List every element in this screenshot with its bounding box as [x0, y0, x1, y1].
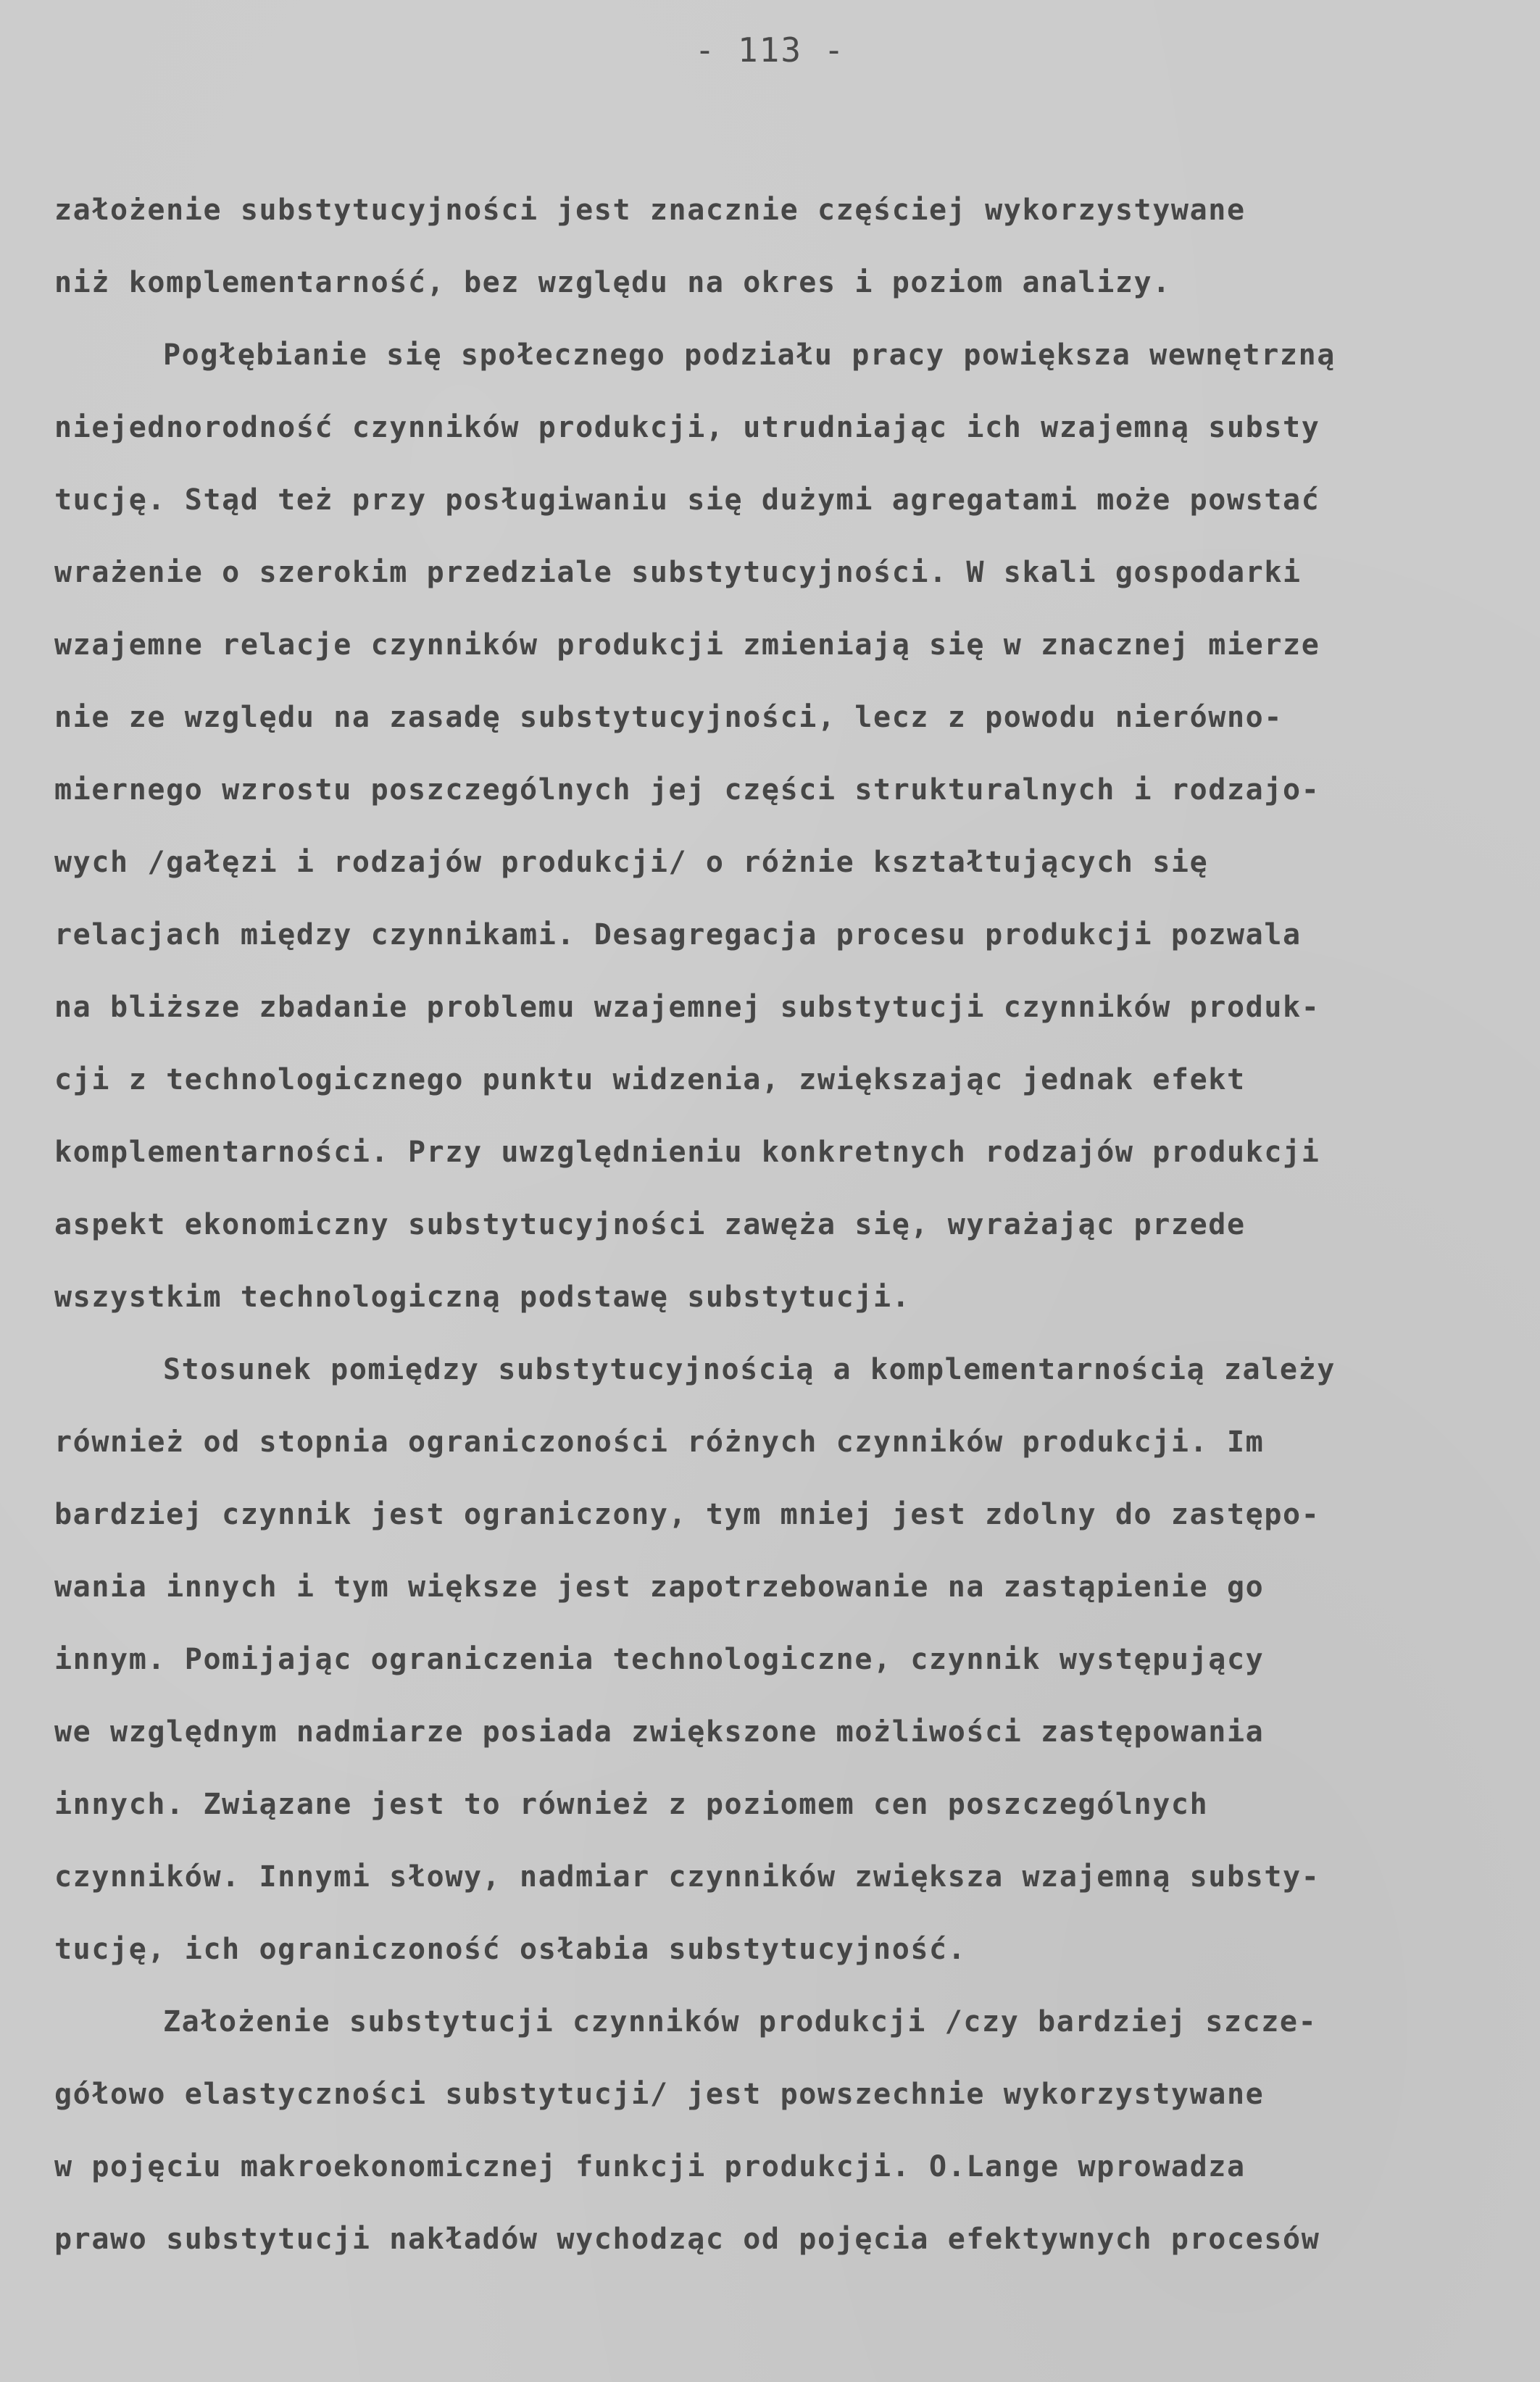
text-line: wrażenie o szerokim przedziale substytucyjności. W skali gospodarki	[54, 556, 1302, 589]
text-line: miernego wzrostu poszczególnych jej części strukturalnych i rodzajo-	[54, 773, 1320, 807]
text-line: Stosunek pomiędzy substytucyjnością a komplementarnością zależy	[163, 1353, 1336, 1386]
text-line: tucję, ich ograniczoność osłabia substytucyjność.	[54, 1933, 967, 1966]
text-line: Założenie substytucji czynników produkcji /czy bardziej szcze-	[163, 2005, 1318, 2039]
text-line: w pojęciu makroekonomicznej funkcji produkcji. O.Lange wprowadza	[54, 2150, 1246, 2183]
text-line: komplementarności. Przy uwzględnieniu konkretnych rodzajów produkcji	[54, 1136, 1320, 1169]
text-line: wych /gałęzi i rodzajów produkcji/ o różnie kształtujących się	[54, 846, 1209, 879]
page-number: - 113 -	[694, 30, 846, 70]
text-line: na bliższe zbadanie problemu wzajemnej substytucji czynników produk-	[54, 991, 1320, 1024]
text-line: prawo substytucji nakładów wychodząc od pojęcia efektywnych procesów	[54, 2223, 1320, 2256]
text-line: wzajemne relacje czynników produkcji zmieniają się w znacznej mierze	[54, 628, 1320, 662]
text-line: bardziej czynnik jest ograniczony, tym mniej jest zdolny do zastępo-	[54, 1498, 1320, 1531]
text-line: Pogłębianie się społecznego podziału pracy powiększa wewnętrzną	[163, 338, 1336, 372]
text-line: niejednorodność czynników produkcji, utrudniając ich wzajemną substy	[54, 411, 1320, 444]
text-line: założenie substytucyjności jest znacznie częściej wykorzystywane	[54, 193, 1246, 227]
text-line: niż komplementarność, bez względu na okres i poziom analizy.	[54, 266, 1171, 299]
body-text	[54, 174, 1533, 2275]
text-line: aspekt ekonomiczny substytucyjności zawęża się, wyrażając przede	[54, 1208, 1246, 1241]
text-line: relacjach między czynnikami. Desagregacja procesu produkcji pozwala	[54, 918, 1302, 951]
text-line: tucję. Stąd też przy posługiwaniu się dużymi agregatami może powstać	[54, 483, 1320, 517]
text-line: czynników. Innymi słowy, nadmiar czynników zwiększa wzajemną substy-	[54, 1860, 1320, 1894]
text-line: cji z technologicznego punktu widzenia, zwiększając jednak efekt	[54, 1063, 1246, 1096]
text-line: we względnym nadmiarze posiada zwiększone możliwości zastępowania	[54, 1715, 1265, 1749]
text-line: nie ze względu na zasadę substytucyjności, lecz z powodu nierówno-	[54, 701, 1283, 734]
text-line: również od stopnia ograniczoności różnych czynników produkcji. Im	[54, 1425, 1265, 1459]
text-line: innych. Związane jest to również z poziomem cen poszczególnych	[54, 1788, 1209, 1821]
text-line: gółowo elastyczności substytucji/ jest powszechnie wykorzystywane	[54, 2078, 1265, 2111]
text-line: wszystkim technologiczną podstawę substytucji.	[54, 1280, 911, 1314]
text-line: wania innych i tym większe jest zapotrzebowanie na zastąpienie go	[54, 1570, 1265, 1604]
text-line: innym. Pomijając ograniczenia technologiczne, czynnik występujący	[54, 1643, 1265, 1676]
